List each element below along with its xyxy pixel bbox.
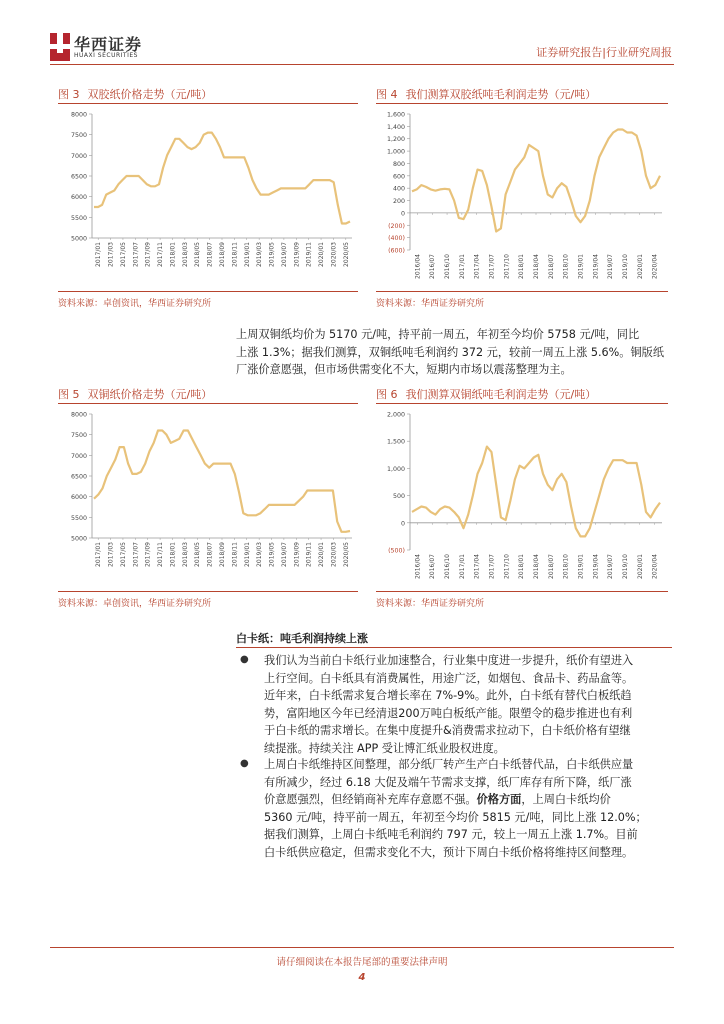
fig5-y-tick-label: 6000 — [70, 494, 87, 502]
fig6-x-tick-label: 2018/07 — [547, 554, 555, 579]
fig5-x-tick-label: 2017/05 — [119, 542, 127, 567]
fig4-x-tick-label: 2016/04 — [414, 254, 422, 279]
fig5-x-tick-label: 2018/09 — [219, 542, 226, 567]
bullet1-line3: 近年来，白卡纸需求复合增长率在 7%-9%。此外，白卡纸有替代白板纸趋 — [264, 689, 632, 702]
fig4-caption: 我们测算双胶纸吨毛利润走势（元/吨） — [405, 88, 597, 101]
fig3-caption: 双胶纸价格走势（元/吨） — [87, 88, 213, 101]
fig3-x-tick-label: 2019/07 — [280, 242, 288, 267]
bullet2-line2: 有所减少，经过 6.18 大促及端午节需求支撑，纸厂库存有所下降，纸厂涨 — [264, 775, 632, 789]
fig5-y-tick-label: 7500 — [70, 432, 87, 440]
logo-mark-cut-b — [50, 44, 70, 49]
fig3-label: 图 3 — [58, 88, 80, 101]
fig6-x-tick-label: 2018/01 — [518, 554, 526, 579]
fig3-y-tick-label: 7500 — [70, 132, 87, 140]
fig4-label: 图 4 — [376, 88, 398, 101]
fig4-bottom-rule — [376, 291, 668, 292]
fig3-title — [58, 86, 212, 102]
fig3-chart — [58, 106, 358, 290]
fig3-x-tick-label: 2020/01 — [318, 242, 326, 267]
bullet2-line3a: 价意愿强烈，但经销商补充库存意愿不强。 — [264, 793, 477, 806]
logo-mark-cut-a — [57, 33, 63, 53]
logo-text-cn: 华西证券 — [74, 35, 143, 54]
fig3-series-line — [94, 133, 350, 224]
bullet1-line6: 续提涨。持续关注 APP 受让博汇纸业股权进度。 — [264, 741, 505, 755]
fig3-bottom-rule — [58, 291, 358, 292]
fig5-x-tick-label: 2018/05 — [194, 542, 202, 567]
fig5-x-tick-label: 2017/11 — [157, 542, 165, 567]
fig6-y-tick-label: 1,500 — [386, 438, 405, 446]
bullet-dot-icon: ● — [240, 758, 249, 769]
fig5-chart — [58, 406, 358, 590]
fig4-x-tick-label: 2018/04 — [533, 254, 540, 279]
fig3-y-tick-label: 6000 — [70, 194, 87, 202]
bullet2-line5: 据我们测算，上周白卡纸吨毛利润约 797 元，较上一周五上涨 1.7%。目前 — [264, 828, 638, 841]
fig5-caption: 双铜纸价格走势（元/吨） — [87, 388, 213, 401]
fig4-chart — [376, 106, 668, 290]
fig4-x-tick-label: 2019/10 — [621, 253, 629, 279]
bullet2-line1: 上周白卡纸维持区间整理，部分纸厂转产生产白卡纸替代品，白卡纸供应量 — [264, 758, 634, 771]
fig4-y-tick-label: 600 — [392, 173, 405, 181]
fig4-y-tick-label: (600) — [388, 247, 405, 255]
fig4-y-tick-label: 1,200 — [386, 136, 405, 144]
para1-line3: 厂涨价意愿强，但市场供需变化不大，短期内市场以震荡整理为主。 — [236, 363, 572, 376]
fig4-y-tick-label: 1,600 — [386, 111, 405, 119]
fig3-x-tick-label: 2020/05 — [342, 242, 350, 267]
fig4-x-tick-label: 2017/01 — [458, 254, 466, 279]
fig6-x-tick-label: 2017/07 — [488, 554, 496, 579]
fig6-title — [376, 386, 596, 402]
fig6-x-tick-label: 2016/07 — [429, 554, 437, 579]
fig5-x-tick-label: 2017/01 — [95, 542, 103, 567]
fig4-x-tick-label: 2019/04 — [592, 254, 600, 279]
fig5-y-tick-label: 8000 — [70, 411, 87, 419]
fig5-y-tick-label: 5500 — [70, 514, 87, 522]
fig5-x-tick-label: 2018/03 — [181, 542, 189, 567]
fig5-x-tick-label: 2017/09 — [144, 542, 152, 567]
fig6-x-tick-label: 2018/04 — [533, 554, 540, 579]
fig5-x-tick-label: 2020/05 — [342, 542, 350, 567]
fig6-top-rule — [376, 403, 668, 404]
fig5-y-tick-label: 5000 — [70, 535, 87, 543]
bullet1-line2: 上行空间。白卡纸具有消费属性，用途广泛，如烟包、食品卡、药品盒等。 — [264, 671, 634, 685]
fig3-x-tick-label: 2018/11 — [231, 242, 239, 267]
fig4-x-tick-label: 2017/04 — [473, 254, 481, 279]
bullet2-line3 — [264, 791, 672, 809]
fig5-x-tick-label: 2017/03 — [107, 542, 115, 567]
fig5-title — [58, 386, 212, 402]
fig5-label: 图 5 — [58, 388, 80, 401]
bullet1-line4: 势，富阳地区今年已经清退200万吨白板纸产能。限塑令的稳步推进也有利 — [264, 706, 633, 720]
para1-line1: 上周双铜纸均价为 5170 元/吨，持平前一周五，年初至今均价 5758 元/吨，同比 — [236, 328, 640, 341]
bullet1-line1: 我们认为当前白卡纸行业加速整合，行业集中度进一步提升，纸价有望进入 — [264, 654, 634, 667]
fig6-x-tick-label: 2017/01 — [458, 554, 466, 579]
fig3-x-tick-label: 2018/09 — [219, 242, 226, 267]
fig6-source: 资料来源：华西证券研究所 — [376, 599, 485, 609]
bullet1-line5: 于白卡纸的需求增长。在集中度提升&消费需求拉动下，白卡纸价格有望继 — [264, 724, 631, 737]
bullet2-line3c: ，上周白卡纸均价 — [521, 793, 611, 806]
fig4-source: 资料来源：华西证券研究所 — [376, 299, 485, 309]
fig6-x-tick-label: 2016/10 — [444, 554, 452, 579]
fig5-x-tick-label: 2020/01 — [318, 542, 326, 567]
report-type: 证券研究报告|行业研究周报 — [536, 46, 672, 59]
fig4-x-tick-label: 2017/07 — [488, 254, 496, 279]
fig3-x-tick-label: 2017/01 — [95, 242, 103, 267]
fig3-x-tick-label: 2017/11 — [157, 242, 165, 267]
fig6-y-tick-label: (500) — [388, 547, 405, 555]
fig5-x-tick-label: 2018/11 — [231, 542, 239, 567]
fig6-x-tick-label: 2018/10 — [562, 554, 570, 579]
fig5-x-tick-label: 2019/03 — [256, 542, 264, 567]
fig6-x-tick-label: 2020/01 — [636, 554, 644, 579]
fig5-y-tick-label: 6500 — [70, 473, 87, 481]
fig4-x-tick-label: 2016/10 — [444, 254, 452, 279]
fig4-series-line — [412, 130, 660, 232]
fig3-x-tick-label: 2017/07 — [132, 242, 140, 267]
fig4-x-tick-label: 2019/07 — [607, 254, 615, 279]
fig3-x-tick-label: 2018/05 — [194, 242, 202, 267]
fig6-caption: 我们测算双铜纸吨毛利润走势（元/吨） — [405, 388, 597, 401]
fig6-y-tick-label: 1,000 — [386, 465, 405, 473]
fig3-x-tick-label: 2018/01 — [169, 242, 177, 267]
page-number: 4 — [358, 972, 366, 983]
fig5-x-tick-label: 2018/01 — [169, 542, 177, 567]
para1-line2: 上涨 1.3%；据我们测算，双铜纸吨毛利润约 372 元，较前一周五上涨 5.6%。铜版纸 — [236, 345, 665, 359]
fig3-y-tick-label: 5500 — [70, 214, 87, 222]
fig5-bottom-rule — [58, 591, 358, 592]
fig5-x-tick-label: 2019/05 — [268, 542, 276, 567]
fig3-y-tick-label: 8000 — [70, 111, 87, 119]
fig5-top-rule — [58, 403, 358, 404]
bullet2-line4: 5360 元/吨，持平前一周五，年初至今均价 5815 元/吨，同比上涨 12.0%； — [264, 810, 647, 824]
bullet1-text — [264, 652, 672, 757]
fig3-x-tick-label: 2019/03 — [256, 242, 264, 267]
fig6-bottom-rule — [376, 591, 668, 592]
footer-disclaimer: 请仔细阅读在本报告尾部的重要法律声明 — [276, 957, 448, 968]
fig4-x-tick-label: 2016/07 — [429, 254, 437, 279]
fig3-x-tick-label: 2018/07 — [206, 242, 214, 267]
section-rule — [236, 647, 672, 648]
fig4-top-rule — [376, 103, 668, 104]
logo-text-en: HUAXI SECURITIES — [74, 52, 138, 59]
fig4-title — [376, 86, 596, 102]
fig5-x-tick-label: 2019/09 — [293, 542, 301, 567]
fig5-source: 资料来源：卓创资讯，华西证券研究所 — [58, 599, 212, 609]
fig5-x-tick-label: 2019/01 — [243, 542, 251, 567]
fig4-y-tick-label: (200) — [388, 222, 405, 230]
fig5-x-tick-label: 2019/07 — [280, 542, 288, 567]
fig6-x-tick-label: 2017/04 — [473, 554, 481, 579]
fig5-x-tick-label: 2018/07 — [206, 542, 214, 567]
fig3-x-tick-label: 2017/03 — [107, 242, 115, 267]
fig6-x-tick-label: 2019/04 — [592, 554, 600, 579]
footer-divider — [50, 947, 674, 948]
bullet2-line3b: 价格方面 — [476, 793, 522, 806]
fig5-x-tick-label: 2020/03 — [330, 542, 338, 567]
fig6-x-tick-label: 2017/10 — [503, 554, 511, 579]
fig4-y-tick-label: 400 — [392, 185, 405, 193]
bullet-dot-icon: ● — [240, 654, 249, 665]
fig4-x-tick-label: 2020/01 — [636, 254, 644, 279]
paragraph-double-coated — [236, 326, 672, 379]
header-divider — [50, 64, 674, 65]
fig3-y-tick-label: 5000 — [70, 235, 87, 243]
fig4-x-tick-label: 2018/07 — [547, 254, 555, 279]
fig4-x-tick-label: 2019/01 — [577, 254, 585, 279]
fig4-x-tick-label: 2017/10 — [503, 254, 511, 279]
bullet2-line6: 白卡纸供应稳定，但需求变化不大，预计下周白卡纸价格将维持区间整理。 — [264, 845, 634, 859]
fig6-y-tick-label: 2,000 — [386, 411, 405, 419]
fig3-x-tick-label: 2019/01 — [243, 242, 251, 267]
fig6-x-tick-label: 2019/01 — [577, 554, 585, 579]
fig3-y-tick-label: 7000 — [70, 152, 87, 160]
section-title: 白卡纸：吨毛利润持续上涨 — [236, 632, 368, 645]
fig4-y-tick-label: 800 — [392, 160, 405, 168]
fig5-x-tick-label: 2019/11 — [305, 542, 313, 567]
fig6-x-tick-label: 2019/07 — [607, 554, 615, 579]
fig6-x-tick-label: 2020/04 — [651, 554, 659, 579]
fig3-x-tick-label: 2017/09 — [144, 242, 152, 267]
fig3-top-rule — [58, 103, 358, 104]
fig6-y-tick-label: 0 — [400, 520, 405, 528]
fig5-x-tick-label: 2017/07 — [132, 542, 140, 567]
fig3-x-tick-label: 2017/05 — [119, 242, 127, 267]
fig4-y-tick-label: 0 — [400, 210, 405, 218]
fig3-x-tick-label: 2019/05 — [268, 242, 276, 267]
fig6-y-tick-label: 500 — [392, 493, 405, 501]
fig4-x-tick-label: 2018/10 — [562, 254, 570, 279]
bullet2-text — [264, 756, 672, 861]
fig4-x-tick-label: 2018/01 — [518, 254, 526, 279]
fig3-source: 资料来源：卓创资讯，华西证券研究所 — [58, 299, 212, 309]
fig6-chart — [376, 406, 668, 590]
fig6-label: 图 6 — [376, 388, 398, 401]
fig6-x-tick-label: 2019/10 — [621, 554, 629, 579]
fig4-y-tick-label: 1,400 — [386, 123, 405, 131]
fig3-x-tick-label: 2020/03 — [330, 242, 338, 267]
fig6-x-tick-label: 2016/04 — [414, 554, 422, 579]
fig3-x-tick-label: 2019/11 — [305, 242, 313, 267]
fig4-y-tick-label: 1,000 — [386, 148, 405, 156]
fig3-y-tick-label: 6500 — [70, 173, 87, 181]
fig4-y-tick-label: 200 — [392, 198, 405, 206]
fig4-x-tick-label: 2020/04 — [651, 254, 659, 279]
fig5-series-line — [94, 431, 350, 532]
fig3-x-tick-label: 2019/09 — [293, 241, 301, 267]
brand-logo — [50, 30, 150, 64]
fig4-y-tick-label: (400) — [388, 235, 405, 243]
fig3-x-tick-label: 2018/03 — [181, 242, 189, 267]
fig5-y-tick-label: 7000 — [70, 452, 87, 460]
